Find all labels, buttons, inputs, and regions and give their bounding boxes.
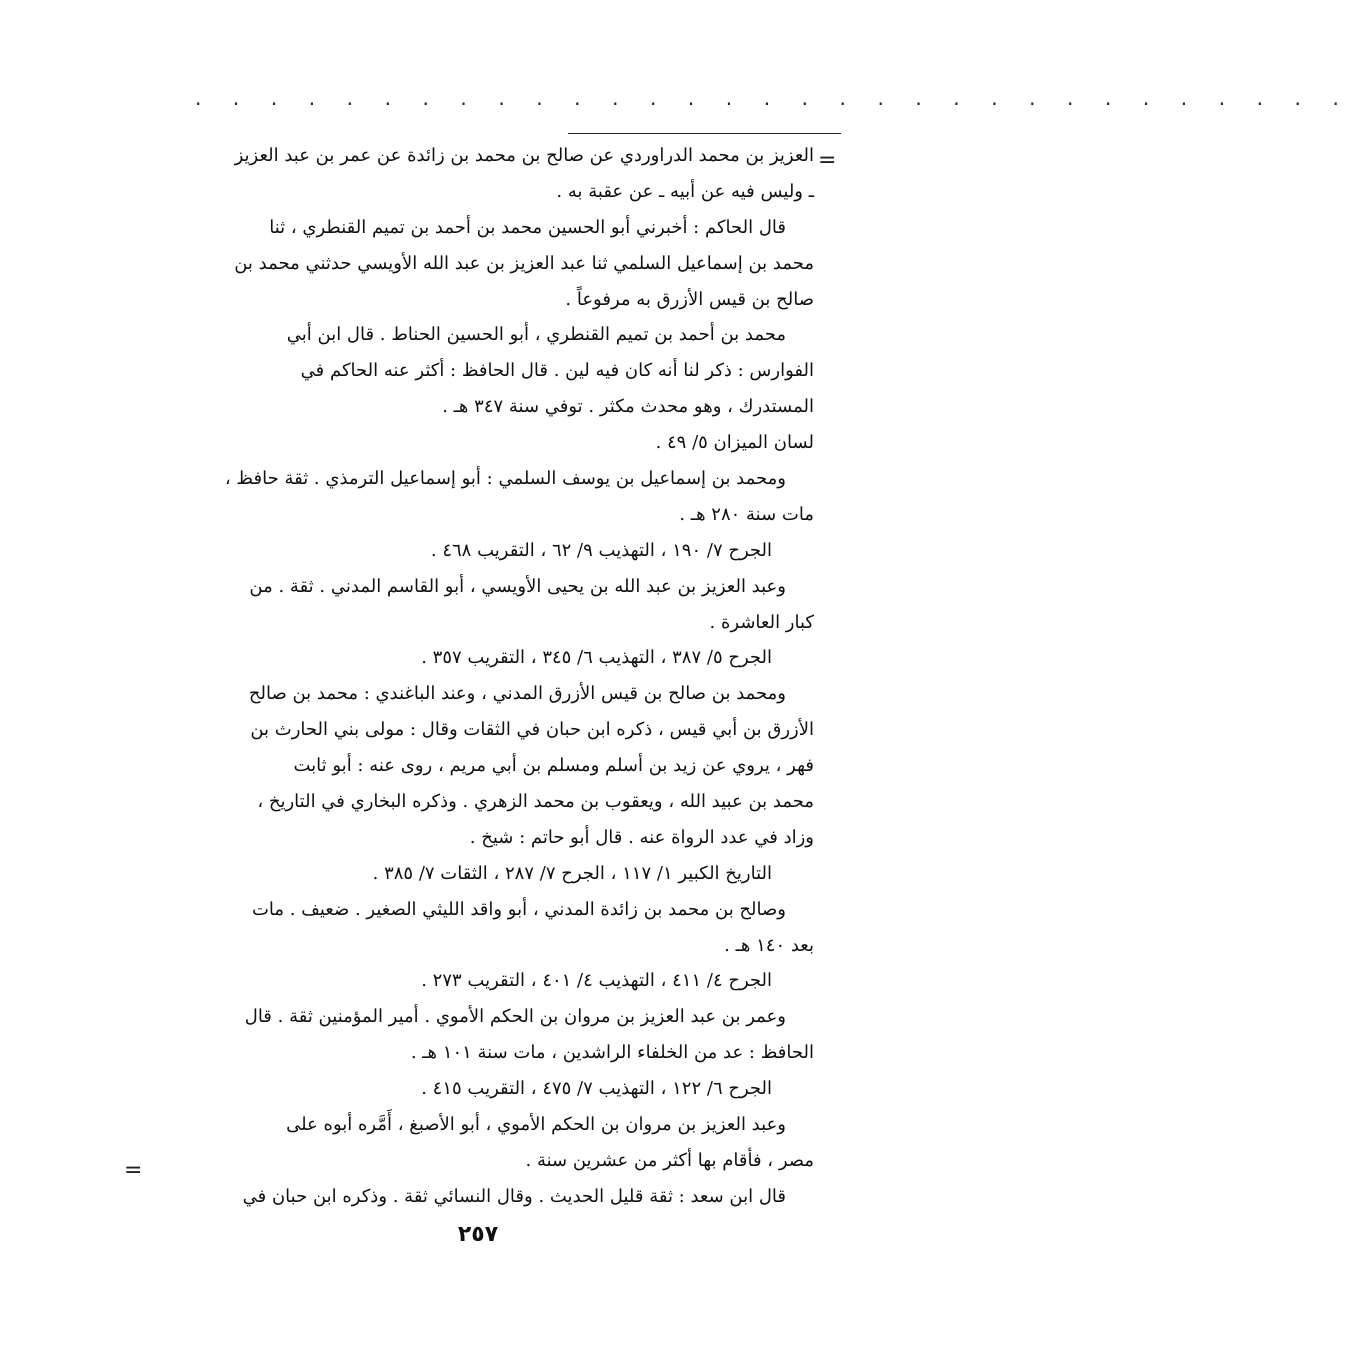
- text-line: صالح بن قيس الأزرق به مرفوعاً .: [565, 288, 814, 310]
- text-line: مصر ، فأقام بها أكثر من عشرين سنة .: [525, 1149, 814, 1171]
- header-dotted-rule: . . . . . . . . . . . . . . . . . . . . . . . . . . . . . . .: [195, 86, 1351, 110]
- text-line: ـ وليس فيه عن أبيه ـ عن عقبة به .: [556, 180, 814, 202]
- text-line: فهر ، يروي عن زيد بن أسلم ومسلم بن أبي مريم ، روى عنه : أبو ثابت: [293, 755, 814, 777]
- text-line: المستدرك ، وهو محدث مكثر . توفي سنة ٣٤٧ هـ .: [442, 396, 814, 418]
- text-line: وعبد العزيز بن عبد الله بن يحيى الأويسي ، أبو القاسم المدني . ثقة . من: [249, 575, 786, 597]
- text-line: ومحمد بن صالح بن قيس الأزرق المدني ، وعند الباغندي : محمد بن صالح: [248, 683, 786, 705]
- reference-line: الجرح ٥/ ٣٨٧ ، التهذيب ٦/ ٣٤٥ ، التقريب ٣٥٧ .: [421, 647, 772, 669]
- continuation-mark-top: =: [818, 148, 837, 173]
- text-line: الأزرق بن أبي قيس ، ذكره ابن حبان في الثقات وقال : مولى بني الحارث بن: [250, 719, 814, 741]
- text-line: محمد بن إسماعيل السلمي ثنا عبد العزيز بن عبد الله الأويسي حدثني محمد بن: [234, 252, 814, 274]
- text-line: العزيز بن محمد الدراوردي عن صالح بن محمد بن زائدة عن عمر بن عبد العزيز: [234, 145, 814, 166]
- text-line: محمد بن أحمد بن تميم القنطري ، أبو الحسين الحناط . قال ابن أبي: [286, 324, 786, 346]
- text-line: وزاد في عدد الرواة عنه . قال أبو حاتم : شيخ .: [469, 826, 814, 848]
- text-line: مات سنة ٢٨٠ هـ .: [679, 503, 814, 525]
- footnote-separator: [568, 133, 841, 134]
- text-line: قال الحاكم : أخبرني أبو الحسين محمد بن أحمد بن تميم القنطري ، ثنا: [269, 216, 786, 238]
- reference-line: الجرح ٧/ ١٩٠ ، التهذيب ٩/ ٦٢ ، التقريب ٤٦٨ .: [430, 539, 772, 561]
- text-line: وعبد العزيز بن مروان بن الحكم الأموي ، أبو الأصبغ ، أَمَّره أبوه على: [286, 1114, 786, 1136]
- text-line: وعمر بن عبد العزيز بن مروان بن الحكم الأموي . أمير المؤمنين ثقة . قال: [244, 1006, 786, 1028]
- reference-line: التاريخ الكبير ١/ ١١٧ ، الجرح ٧/ ٢٨٧ ، الثقات ٧/ ٣٨٥ .: [372, 862, 772, 884]
- reference-line: لسان الميزان ٥/ ٤٩ .: [655, 432, 814, 454]
- text-line: كبار العاشرة .: [709, 611, 814, 633]
- reference-line: الجرح ٦/ ١٢٢ ، التهذيب ٧/ ٤٧٥ ، التقريب ٤١٥ .: [421, 1078, 772, 1100]
- text-line: قال ابن سعد : ثقة قليل الحديث . وقال النسائي ثقة . وذكره ابن حبان في: [242, 1185, 786, 1207]
- text-line: محمد بن عبيد الله ، ويعقوب بن محمد الزهري . وذكره البخاري في التاريخ ،: [257, 791, 814, 813]
- text-line: بعد ١٤٠ هـ .: [724, 934, 814, 956]
- reference-line: الجرح ٤/ ٤١١ ، التهذيب ٤/ ٤٠١ ، التقريب ٢٧٣ .: [421, 970, 772, 992]
- continuation-mark-bottom: =: [124, 1158, 143, 1183]
- footnote-text: [146, 138, 814, 1215]
- text-line: وصالح بن محمد بن زائدة المدني ، أبو واقد الليثي الصغير . ضعيف . مات: [251, 898, 786, 920]
- text-line: الفوارس : ذكر لنا أنه كان فيه لين . قال الحافظ : أكثر عنه الحاكم في: [300, 360, 814, 382]
- text-line: الحافظ : عد من الخلفاء الراشدين ، مات سنة ١٠١ هـ .: [410, 1042, 814, 1064]
- text-line: ومحمد بن إسماعيل بن يوسف السلمي : أبو إسماعيل الترمذي . ثقة حافظ ،: [224, 468, 786, 490]
- page-number: ٢٥٧: [457, 1222, 499, 1247]
